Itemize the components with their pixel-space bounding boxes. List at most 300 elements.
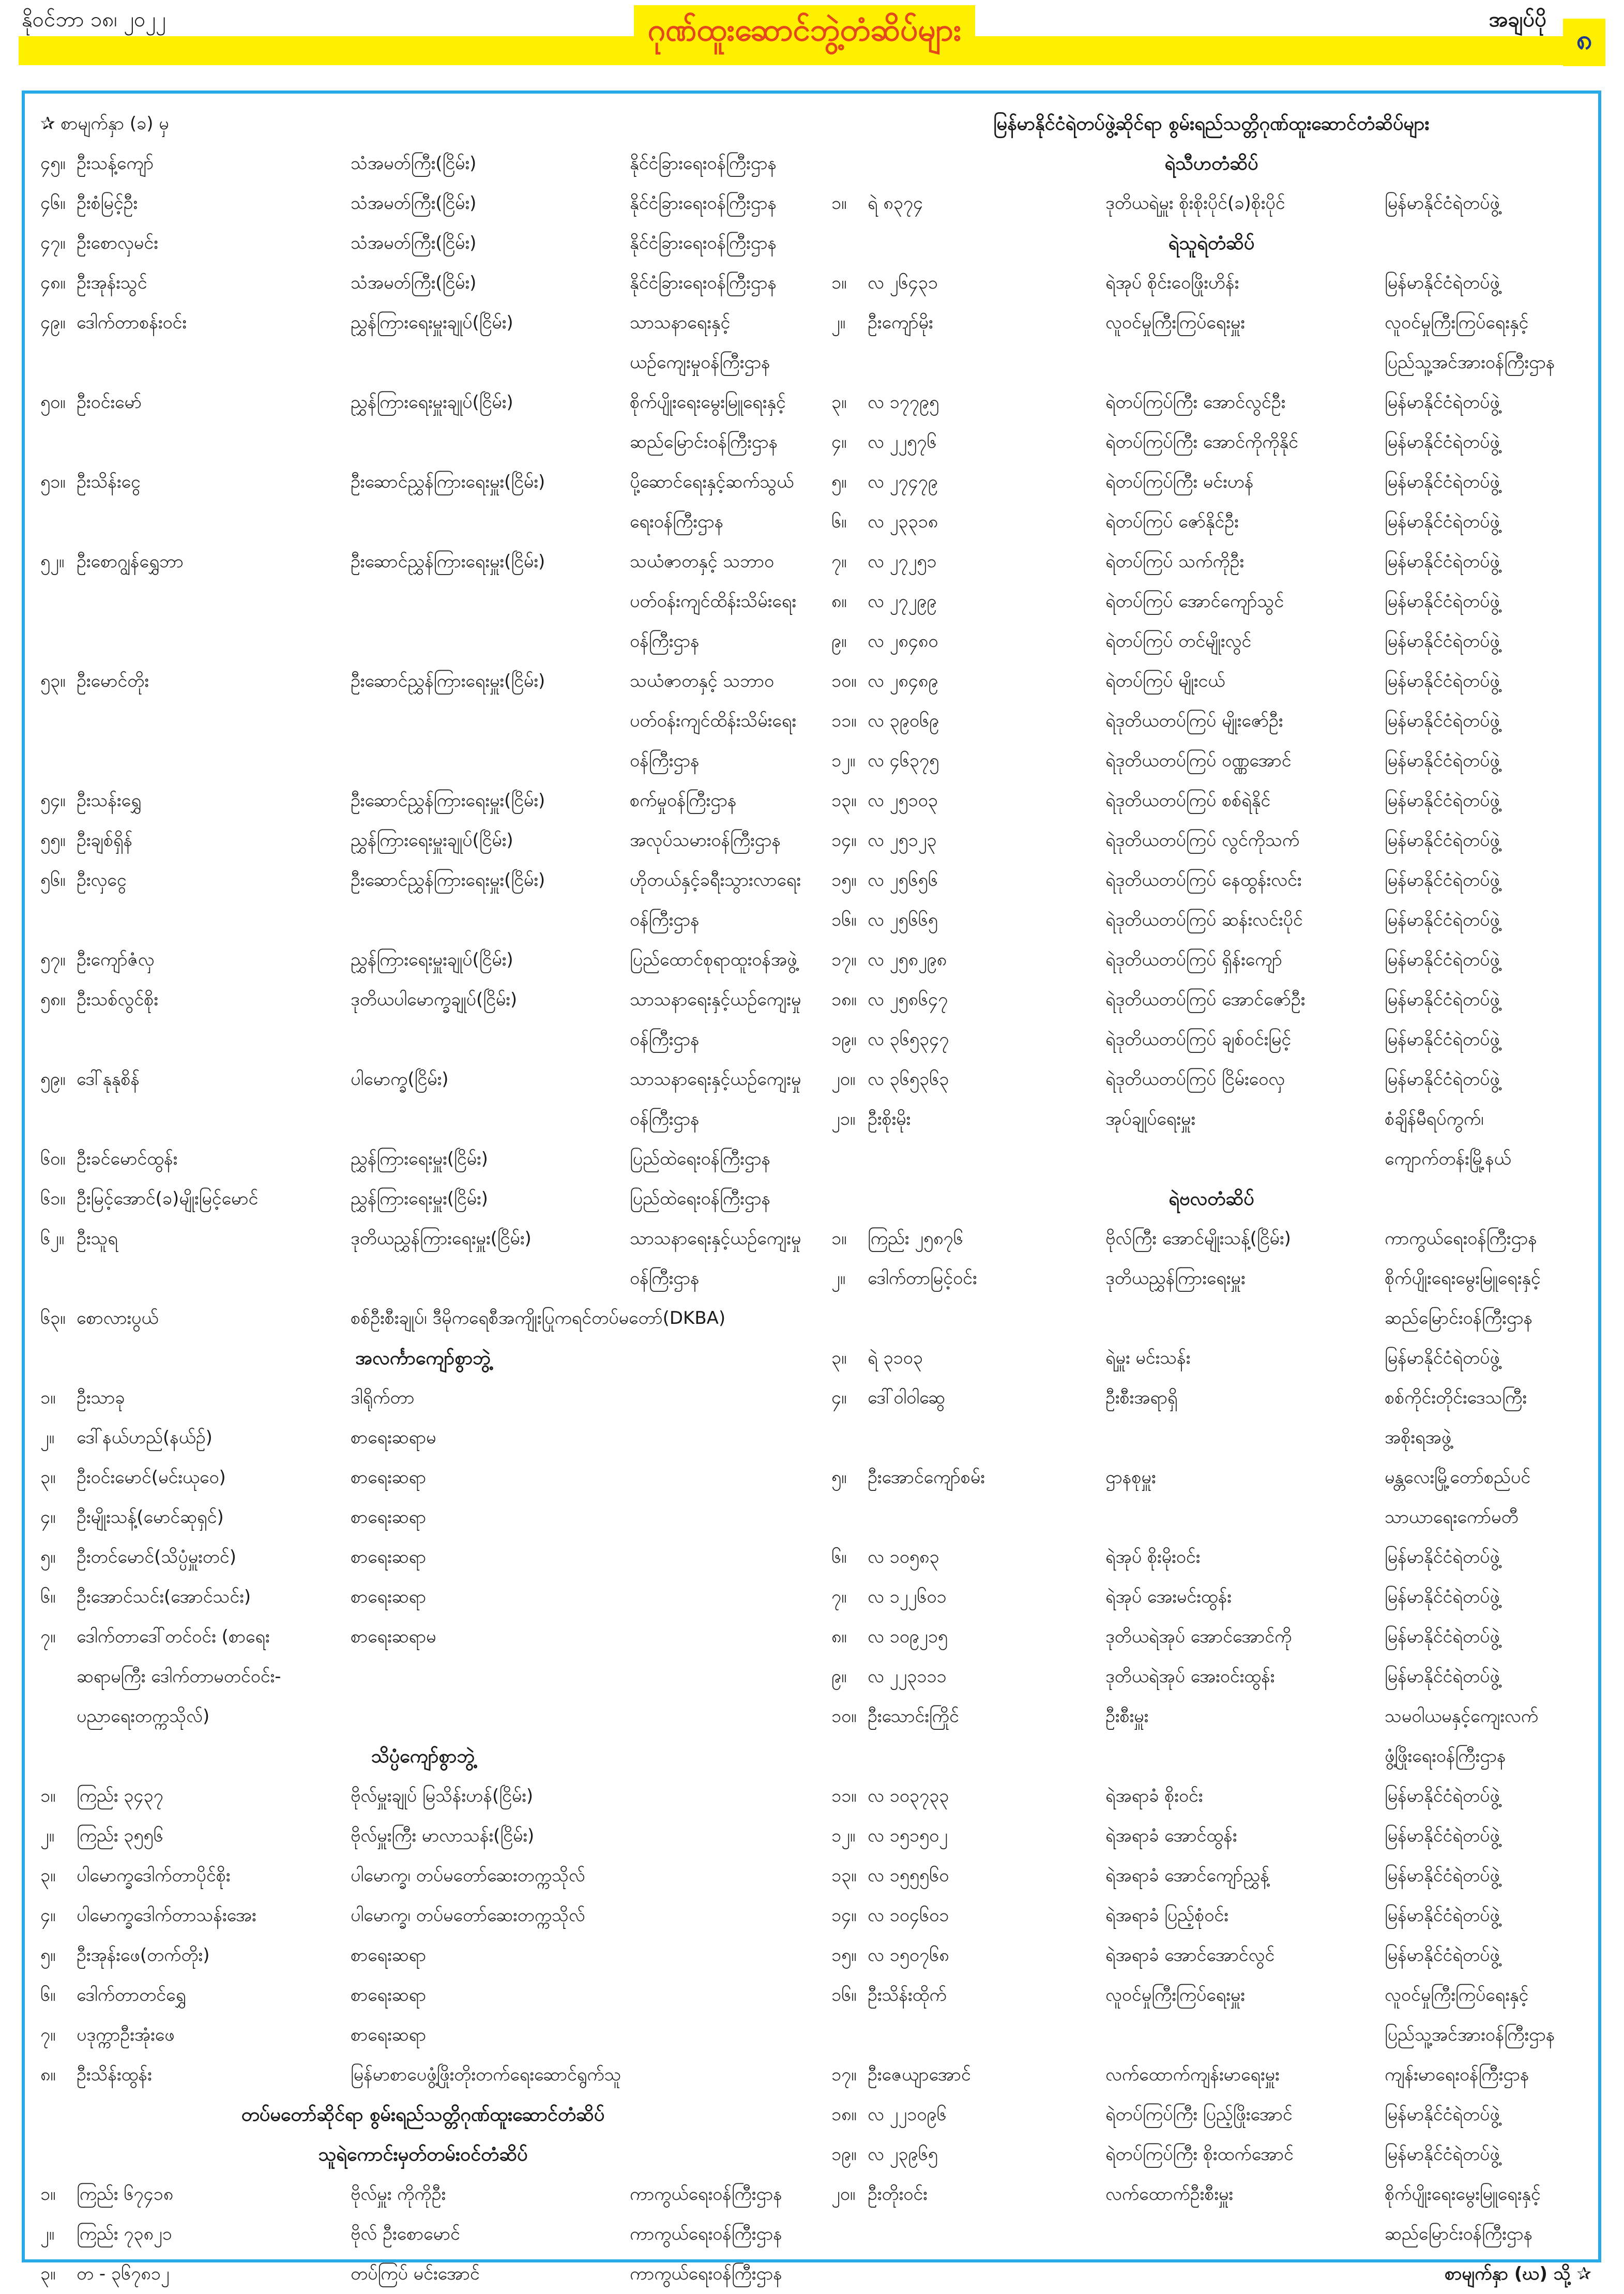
row-number: ၅။ xyxy=(40,1945,56,1966)
row-unit: လူဝင်မှုကြီးကြပ်ရေးနှင့် xyxy=(1385,1985,1529,2005)
row-rank: မြန်မာစာပေဖွံ့ဖြိုးတိုးတက်ရေးဆောင်ရွက်သူ xyxy=(351,2064,621,2085)
list-row xyxy=(40,2254,806,2294)
row-unit: ကျန်းမာရေးဝန်ကြီးဌာန xyxy=(1385,2064,1529,2085)
row-name: ဦးသန့်ကျော် xyxy=(77,153,154,174)
list-row xyxy=(831,1219,1591,1259)
row-name: ဦးစောဂျွန်ရွှေဘာ xyxy=(77,551,184,572)
left-column xyxy=(40,104,806,2294)
list-row xyxy=(831,1697,1591,1737)
row-dept: ဆည်မြောင်းဝန်ကြီးဌာန xyxy=(630,432,778,452)
row-number: ၁၅။ xyxy=(831,1945,857,1966)
row-unit: ပြည်သူ့အင်အားဝန်ကြီးဌာန xyxy=(1385,2025,1555,2045)
row-rank: စာရေးဆရာ xyxy=(351,1547,427,1567)
row-name: ဦးအုန်းသွင် xyxy=(77,273,147,293)
row-number: ၆၀။ xyxy=(40,1149,66,1169)
page-number-badge: ၈ xyxy=(1563,19,1605,66)
right-column xyxy=(831,104,1591,2294)
list-row xyxy=(831,422,1591,462)
row-number: ၁၈။ xyxy=(831,989,857,1010)
row-unit: မြန်မာနိုင်ငံရဲတပ်ဖွဲ့ xyxy=(1385,2144,1500,2165)
row-name: ဒေါက်တာဒေါ်တင်ဝင်း (စာရေး xyxy=(77,1626,270,1647)
row-name: ဒုတိယညွှန်ကြားရေးမှူး xyxy=(1105,1268,1246,1289)
list-row xyxy=(831,1020,1591,1060)
row-unit: မြန်မာနိုင်ငံရဲတပ်ဖွဲ့ xyxy=(1385,1587,1500,1607)
list-row xyxy=(40,2175,806,2214)
row-unit: မြန်မာနိုင်ငံရဲတပ်ဖွဲ့ xyxy=(1385,1547,1500,1567)
row-number: ၂၀။ xyxy=(831,1069,856,1090)
row-unit: မြန်မာနိုင်ငံရဲတပ်ဖွဲ့ xyxy=(1385,631,1500,652)
section-heading: တပ်မတော်ဆိုင်ရာ စွမ်းရည်သတ္တိဂုဏ်ထူးဆောင်တံဆိပ် xyxy=(241,2104,605,2125)
list-row xyxy=(40,781,806,821)
list-row xyxy=(40,741,806,781)
row-dept: ပြည်ထောင်စုရာထူးဝန်အဖွဲ့ xyxy=(630,949,797,970)
row-id: လ ၁၅၀၇၆၈ xyxy=(868,1945,949,1966)
list-row xyxy=(40,502,806,542)
row-dept: ကာကွယ်ရေးဝန်ကြီးဌာန xyxy=(630,2184,782,2205)
row-number: ၁၉။ xyxy=(831,1029,857,1050)
row-rank: ဒါရိုက်တာ xyxy=(351,1387,415,1408)
list-row xyxy=(40,1776,806,1816)
row-number: ၂။ xyxy=(831,1268,845,1289)
row-number: ၅၁။ xyxy=(40,472,66,492)
row-rank: တပ်ကြပ် မင်းအောင် xyxy=(351,2263,480,2284)
row-rank: စာရေးဆရာ xyxy=(351,1945,427,1966)
row-number: ၂။ xyxy=(831,312,845,333)
row-rank: ဦးဆောင်ညွှန်ကြားရေးမှူး(ငြိမ်း) xyxy=(351,472,545,492)
list-row xyxy=(40,622,806,661)
row-name: လူဝင်မှုကြီးကြပ်ရေးမှူး xyxy=(1105,1985,1245,2005)
section-heading: အလင်္ကာကျော်စွာဘွဲ့ xyxy=(355,1348,491,1369)
list-row xyxy=(831,1577,1591,1617)
list-row xyxy=(831,741,1591,781)
list-row xyxy=(40,184,806,223)
row-rank: ဗိုလ်မှူးကြီး မာလာသန်း(ငြိမ်း) xyxy=(351,1825,535,1846)
list-row xyxy=(40,2015,806,2055)
row-id: လ ၂၇၂၅၁ xyxy=(868,551,937,572)
row-number: ၁၆။ xyxy=(831,910,857,930)
row-number: ၁၇။ xyxy=(831,949,857,970)
row-dept: ဝန်ကြီးဌာန xyxy=(630,910,700,930)
row-unit: စိုက်ပျိုးရေးမွေးမြူရေးနှင့် xyxy=(1385,2184,1541,2205)
row-dept: ပတ်ဝန်းကျင်ထိန်းသိမ်းရေး xyxy=(630,711,796,731)
row-name: ရဲဒုတိယတပ်ကြပ် လွင်ကိုသက် xyxy=(1105,830,1300,851)
row-dept: ပြည်ထဲရေးဝန်ကြီးဌာန xyxy=(630,1188,771,1209)
row-name: ပဒုက္ကာဦးအုံးဖေ xyxy=(77,2025,175,2045)
list-row xyxy=(831,502,1591,542)
row-id: လ ၁၀၃၇၃၃ xyxy=(868,1786,949,1806)
row-rank: စစ်ဦးစီးချုပ်၊ ဒီမိုကရေစီအကျိုးပြုကရင်တပ်မတော်(DKBA) xyxy=(351,1308,726,1329)
row-rank: ညွှန်ကြားရေးမှူးချုပ်(ငြိမ်း) xyxy=(351,830,513,851)
row-dept: ကာကွယ်ရေးဝန်ကြီးဌာန xyxy=(630,2263,782,2284)
list-row xyxy=(40,940,806,980)
row-unit: မြန်မာနိုင်ငံရဲတပ်ဖွဲ့ xyxy=(1385,1069,1500,1090)
row-unit: မြန်မာနိုင်ငံရဲတပ်ဖွဲ့ xyxy=(1385,432,1500,452)
section-heading: သိပ္ပံကျော်စွာဘွဲ့ xyxy=(371,1746,475,1767)
row-unit: မြန်မာနိုင်ငံရဲတပ်ဖွဲ့ xyxy=(1385,273,1500,293)
list-row xyxy=(40,383,806,422)
list-row xyxy=(831,2055,1591,2095)
row-dept: အလုပ်သမားဝန်ကြီးဌာန xyxy=(630,830,781,851)
row-rank: ဦးဆောင်ညွှန်ကြားရေးမှူး(ငြိမ်း) xyxy=(351,671,545,691)
row-name: ဦးသူရ xyxy=(77,1228,118,1249)
row-unit: မြန်မာနိုင်ငံရဲတပ်ဖွဲ့ xyxy=(1385,830,1500,851)
row-id: ဒေါ်ဝါဝါဆွေ xyxy=(868,1387,946,1408)
list-row xyxy=(831,1378,1591,1418)
row-unit: ဖွံ့ဖြိုးရေးဝန်ကြီးဌာန xyxy=(1385,1746,1506,1767)
list-row xyxy=(831,1896,1591,1936)
list-row xyxy=(40,1975,806,2015)
row-name: ရဲတပ်ကြပ် ဇော်နိုင်ဦး xyxy=(1105,511,1239,532)
list-row xyxy=(831,701,1591,741)
list-row xyxy=(831,1060,1591,1099)
row-id: လ ၂၆၄၃၁ xyxy=(868,273,938,293)
list-row xyxy=(40,1498,806,1537)
row-unit: ဆည်မြောင်းဝန်ကြီးဌာန xyxy=(1385,2224,1533,2244)
row-number: ၄။ xyxy=(831,1387,847,1408)
list-row xyxy=(40,462,806,502)
list-row xyxy=(831,2095,1591,2135)
row-id: လ ၁၂၂၆၀၁ xyxy=(868,1587,947,1607)
list-row xyxy=(831,1139,1591,1179)
row-number: ၈။ xyxy=(40,2064,56,2085)
row-number: ၆၃။ xyxy=(40,1308,66,1329)
row-unit: စံချိန်မီရပ်ကွက်၊ xyxy=(1385,1109,1484,1129)
row-name: ဦးအောင်သင်း(အောင်သင်း) xyxy=(77,1587,251,1607)
row-dept: သာသနာရေးနှင့်ယဉ်ကျေးမှု xyxy=(630,989,801,1010)
list-row xyxy=(831,303,1591,343)
row-name: ရဲတပ်ကြပ် တင်မျိုးလွင် xyxy=(1105,631,1252,652)
row-name: ရဲတပ်ကြပ်ကြီး ပြည့်ဖြိုးအောင် xyxy=(1105,2104,1293,2125)
row-number: ၇။ xyxy=(831,551,847,572)
row-number: ၁၀။ xyxy=(831,1706,857,1727)
row-unit: မြန်မာနိုင်ငံရဲတပ်ဖွဲ့ xyxy=(1385,1666,1500,1687)
list-row xyxy=(40,1896,806,1936)
list-row xyxy=(831,1498,1591,1537)
row-name: ဦးဝင်းမောင်(မင်းယုဝေ) xyxy=(77,1467,226,1488)
row-unit: ကျောက်တန်းမြို့နယ် xyxy=(1385,1149,1511,1169)
list-row xyxy=(831,1099,1591,1139)
row-number: ၅၀။ xyxy=(40,392,66,413)
header-date: နိုဝင်ဘာ ၁၈၊ ၂၀၂၂ xyxy=(22,8,166,32)
row-id: လ ၁၅၅၅၆၀ xyxy=(868,1865,949,1886)
row-unit: စိုက်ပျိုးရေးမွေးမြူရေးနှင့် xyxy=(1385,1268,1541,1289)
list-row xyxy=(40,980,806,1020)
row-number: ၂။ xyxy=(40,2224,54,2244)
row-rank: ဒုတိယပါမောက္ခချုပ်(ငြိမ်း) xyxy=(351,989,518,1010)
row-dept: သာသနာရေးနှင့်ယဉ်ကျေးမှု xyxy=(630,1228,801,1249)
row-rank: စာရေးဆရာ xyxy=(351,1507,427,1528)
row-number: ၉။ xyxy=(831,631,847,652)
list-row xyxy=(831,1856,1591,1896)
row-name: ဦးခင်မောင်ထွန်း xyxy=(77,1149,178,1169)
continued-from: ✰ စာမျက်နှာ (ခ) မှ xyxy=(40,113,169,134)
row-number: ၈။ xyxy=(831,591,847,612)
row-unit: မြန်မာနိုင်ငံရဲတပ်ဖွဲ့ xyxy=(1385,392,1500,413)
row-name: ရဲဒုတိယတပ်ကြပ် အောင်ဇော်ဦး xyxy=(1105,989,1306,1010)
row-rank: စာရေးဆရာမ xyxy=(351,1427,436,1448)
row-dept: ဝန်ကြီးဌာန xyxy=(630,1029,700,1050)
row-unit: စစ်ကိုင်းတိုင်းဒေသကြီး xyxy=(1385,1387,1527,1408)
row-name: ဌာနစုမှူး xyxy=(1105,1467,1156,1488)
row-number: ၄၉။ xyxy=(40,312,66,333)
list-row xyxy=(40,582,806,622)
row-dept: ကာကွယ်ရေးဝန်ကြီးဌာန xyxy=(630,2224,782,2244)
row-id: လ ၂၅၁၀၃ xyxy=(868,790,938,811)
row-name: ရဲအရာခံ အောင်အောင်လွင် xyxy=(1105,1945,1275,1966)
row-name: ဗိုလ်ကြီး အောင်မျိုးသန့်(ငြိမ်း) xyxy=(1105,1228,1291,1249)
row-number: ၅၄။ xyxy=(40,790,66,811)
row-name: ရဲအုပ် အေးမင်းထွန်း xyxy=(1105,1587,1232,1607)
continued-to: စာမျက်နှာ (ဃ) သို့ ✰ xyxy=(1445,2263,1591,2284)
row-name: ကြည်း ၃၅၅၆ xyxy=(77,1825,163,1846)
row-name: ဦးတင်မောင်(သိပ္ပံမှူးတင်) xyxy=(77,1547,236,1567)
row-number: ၆၁။ xyxy=(40,1188,66,1209)
row-id: လ ၂၈၄၈၉ xyxy=(868,671,938,691)
row-number: ၆၂။ xyxy=(40,1228,65,1249)
list-row xyxy=(831,861,1591,900)
row-id: လ ၂၇၂၉၉ xyxy=(868,591,937,612)
row-number: ၃။ xyxy=(831,1348,847,1368)
row-rank: စာရေးဆရာ xyxy=(351,2025,427,2045)
row-name: ဒေါ်နုနုစိန် xyxy=(77,1069,140,1090)
row-number: ၆။ xyxy=(831,511,847,532)
list-row xyxy=(831,1975,1591,2015)
row-unit: မြန်မာနိုင်ငံရဲတပ်ဖွဲ့ xyxy=(1385,1945,1500,1966)
list-row xyxy=(40,1856,806,1896)
row-dept: ပတ်ဝန်းကျင်ထိန်းသိမ်းရေး xyxy=(630,591,796,612)
row-name: ဦးဝင်းမော် xyxy=(77,392,142,413)
row-name: ပါမောက္ခဒေါက်တာပိုင်စိုး xyxy=(77,1865,231,1886)
row-number: ၁။ xyxy=(831,1228,847,1249)
list-row xyxy=(40,900,806,940)
row-name: ဦးသာခု xyxy=(77,1387,125,1408)
row-unit: ပြည်သူ့အင်အားဝန်ကြီးဌာန xyxy=(1385,352,1555,373)
row-rank: ညွှန်ကြားရေးမှူးချုပ်(ငြိမ်း) xyxy=(351,312,513,333)
row-unit: မြန်မာနိုင်ငံရဲတပ်ဖွဲ့ xyxy=(1385,591,1500,612)
row-unit: မြန်မာနိုင်ငံရဲတပ်ဖွဲ့ xyxy=(1385,910,1500,930)
row-id: ရဲ ၃၁၀၃ xyxy=(868,1348,923,1368)
row-name: ရဲတပ်ကြပ် မျိုးငယ် xyxy=(1105,671,1225,691)
list-row xyxy=(831,542,1591,582)
left-rows xyxy=(40,144,806,2294)
row-rank: သံအမတ်ကြီး(ငြိမ်း) xyxy=(351,193,477,214)
page-title: ဂုဏ်ထူးဆောင်ဘွဲ့တံဆိပ်များ xyxy=(647,12,962,48)
row-unit: မြန်မာနိုင်ငံရဲတပ်ဖွဲ့ xyxy=(1385,870,1500,891)
row-dept: ဝန်ကြီးဌာန xyxy=(630,750,700,771)
row-id: လ ၁၅၁၅၀၂ xyxy=(868,1825,948,1846)
row-number: ၁၄။ xyxy=(831,830,857,851)
row-unit: သမဝါယမနှင့်ကျေးလက် xyxy=(1385,1706,1539,1727)
list-row xyxy=(831,1259,1591,1299)
row-unit: မြန်မာနိုင်ငံရဲတပ်ဖွဲ့ xyxy=(1385,750,1500,771)
row-name: ဦးလှငွေ xyxy=(77,870,127,891)
row-id: ဦးကျော်မိုး xyxy=(868,312,933,333)
row-name: ရဲတပ်ကြပ် သက်ကိုဦး xyxy=(1105,551,1244,572)
row-id: လ ၁၀၅၈၃ xyxy=(868,1547,939,1567)
list-row xyxy=(40,1139,806,1179)
row-name: ရဲတပ်ကြပ်ကြီး စိုးထက်အောင် xyxy=(1105,2144,1294,2165)
row-id: လ ၂၅၈၂၉၈ xyxy=(868,949,947,970)
row-dept: ဝန်ကြီးဌာန xyxy=(630,1109,700,1129)
list-row xyxy=(831,2214,1591,2254)
row-rank: သံအမတ်ကြီး(ငြိမ်း) xyxy=(351,153,477,174)
row-number: ၁၂။ xyxy=(831,1825,856,1846)
list-row xyxy=(831,263,1591,303)
section-heading: သူရဲကောင်းမှတ်တမ်းဝင်တံဆိပ် xyxy=(318,2144,528,2165)
list-row xyxy=(831,1816,1591,1856)
row-name: ရဲဒုတိယတပ်ကြပ် မျိုးဇော်ဦး xyxy=(1105,711,1283,731)
list-row xyxy=(831,781,1591,821)
list-row xyxy=(831,1737,1591,1776)
list-row xyxy=(831,1776,1591,1816)
row-number: ၁၃။ xyxy=(831,790,857,811)
row-dept: ဝန်ကြီးဌာန xyxy=(630,1268,700,1289)
list-row xyxy=(40,1657,806,1697)
row-id: ရဲ ၈၃၇၄ xyxy=(868,193,923,214)
list-row xyxy=(40,861,806,900)
list-row xyxy=(831,343,1591,383)
row-number: ၇။ xyxy=(831,1587,847,1607)
list-row xyxy=(40,1418,806,1458)
row-unit: ဆည်မြောင်းဝန်ကြီးဌာန xyxy=(1385,1308,1533,1329)
row-name: တ - ၃၆၇၈၁၂ xyxy=(77,2263,170,2284)
list-row xyxy=(40,1617,806,1657)
row-name: ရဲအရာခံ စိုးဝင်း xyxy=(1105,1786,1203,1806)
row-rank: ဗိုလ် ဦးစောမောင် xyxy=(351,2224,460,2244)
list-row xyxy=(40,343,806,383)
row-number: ၆။ xyxy=(40,1587,56,1607)
list-row xyxy=(40,2055,806,2095)
row-number: ၅၈။ xyxy=(40,989,66,1010)
row-dept: စက်မှုဝန်ကြီးဌာန xyxy=(630,790,737,811)
row-dept: ပို့ဆောင်ရေးနှင့်ဆက်သွယ် xyxy=(630,472,794,492)
list-row xyxy=(831,1537,1591,1577)
row-name: အုပ်ချုပ်ရေးမှူး xyxy=(1105,1109,1196,1129)
row-number: ၄၆။ xyxy=(40,193,66,214)
row-unit: သာယာရေးကော်မတီ xyxy=(1385,1507,1519,1528)
row-name: ရဲအရာခံ ပြည့်စုံဝင်း xyxy=(1105,1905,1228,1926)
row-dept: သယံဇာတနှင့် သဘာဝ xyxy=(630,551,775,572)
row-rank: ဦးဆောင်ညွှန်ကြားရေးမှူး(ငြိမ်း) xyxy=(351,551,545,572)
list-row xyxy=(831,1936,1591,1975)
list-row xyxy=(40,1020,806,1060)
list-row xyxy=(40,1219,806,1259)
row-name: ရဲအုပ် စိုင်းဝေဖြိုးဟိန်း xyxy=(1105,273,1239,293)
row-unit: မြန်မာနိုင်ငံရဲတပ်ဖွဲ့ xyxy=(1385,1905,1500,1926)
row-number: ၅၅။ xyxy=(40,830,66,851)
list-row xyxy=(831,980,1591,1020)
title-tab xyxy=(634,5,975,61)
row-name: ဒေါ်နယ်ဟည်(နယ်ဥ်) xyxy=(77,1427,213,1448)
row-id: လ ၂၂၃၁၁၁ xyxy=(868,1666,947,1687)
row-number: ၁၅။ xyxy=(831,870,857,891)
list-row xyxy=(40,1458,806,1498)
content-frame xyxy=(22,90,1601,2284)
row-rank: စာရေးဆရာမ xyxy=(351,1626,436,1647)
row-id: လ ၄၆၃၇၅ xyxy=(868,750,939,771)
row-unit: မြန်မာနိုင်ငံရဲတပ်ဖွဲ့ xyxy=(1385,2104,1500,2125)
list-row xyxy=(40,701,806,741)
row-id: လ ၂၅၆၆၅ xyxy=(868,910,938,930)
row-number: ၅။ xyxy=(40,1547,56,1567)
row-name: ကြည်း ၆၇၄၁၈ xyxy=(77,2184,174,2205)
row-id: လ ၃၆၅၃၄၇ xyxy=(868,1029,949,1050)
row-id: ဦးစိုးမိုး xyxy=(868,1109,911,1129)
row-name: ဦးသန်းရွှေ xyxy=(77,790,142,811)
row-number: ၂၁။ xyxy=(831,1109,856,1129)
list-row xyxy=(40,1299,806,1338)
row-dept: ရေးဝန်ကြီးဌာန xyxy=(630,511,724,532)
row-name: ဒုတိယရဲအုပ် အေးဝင်းထွန်း xyxy=(1105,1666,1275,1687)
list-row xyxy=(831,184,1591,223)
list-row xyxy=(831,661,1591,701)
row-number: ၁။ xyxy=(831,193,847,214)
row-unit: မြန်မာနိုင်ငံရဲတပ်ဖွဲ့ xyxy=(1385,193,1500,214)
list-row xyxy=(40,263,806,303)
row-id: ဦးဇေယျာအောင် xyxy=(868,2064,971,2085)
row-number: ၅၇။ xyxy=(40,949,66,970)
row-name: ကြည်း ၃၄၃၇ xyxy=(77,1786,163,1806)
row-dept: သယံဇာတနှင့် သဘာဝ xyxy=(630,671,775,691)
section-heading: ရဲသူရဲတံဆိပ် xyxy=(1168,233,1255,254)
list-row xyxy=(831,383,1591,422)
list-row xyxy=(40,1099,806,1139)
list-row xyxy=(40,1060,806,1099)
list-row xyxy=(40,223,806,263)
list-row xyxy=(40,1697,806,1737)
row-number: ၅။ xyxy=(831,472,847,492)
row-id: လ ၂၈၄၈၀ xyxy=(868,631,938,652)
row-number: ၂၀။ xyxy=(831,2184,856,2205)
row-unit: လူဝင်မှုကြီးကြပ်ရေးနှင့် xyxy=(1385,312,1529,333)
row-name: ရဲဒုတိယတပ်ကြပ် ရှိန်းကျော် xyxy=(1105,949,1282,970)
row-name: ဦးစီးမှူး xyxy=(1105,1706,1149,1727)
list-row xyxy=(40,1179,806,1219)
row-id: ဦးအောင်ကျော်စမ်း xyxy=(868,1467,985,1488)
row-dept: ဝန်ကြီးဌာန xyxy=(630,631,700,652)
row-id: လ ၂၇၄၇၉ xyxy=(868,472,938,492)
row-rank: စာရေးဆရာ xyxy=(351,1467,427,1488)
row-unit: မန္တလေးမြို့တော်စည်ပင် xyxy=(1385,1467,1531,1488)
row-name: ရဲအရာခံ အောင်ကျော်ညွှန့် xyxy=(1105,1865,1269,1886)
row-id: လ ၂၂၅၇၆ xyxy=(868,432,937,452)
row-number: ၁၄။ xyxy=(831,1905,857,1926)
row-unit: မြန်မာနိုင်ငံရဲတပ်ဖွဲ့ xyxy=(1385,551,1500,572)
row-unit: မြန်မာနိုင်ငံရဲတပ်ဖွဲ့ xyxy=(1385,671,1500,691)
row-number: ၄။ xyxy=(40,1905,56,1926)
row-id: လ ၁၀၉၂၁၅ xyxy=(868,1626,948,1647)
list-row xyxy=(40,1816,806,1856)
row-id: လ ၃၆၅၃၆၃ xyxy=(868,1069,949,1090)
row-name: ဒုတိယရဲအုပ် အောင်အောင်ကို xyxy=(1105,1626,1292,1647)
row-rank: စာရေးဆရာ xyxy=(351,1587,427,1607)
list-row xyxy=(40,144,806,184)
row-rank: ဒုတိယညွှန်ကြားရေးမှူး(ငြိမ်း) xyxy=(351,1228,532,1249)
row-dept: ပြည်ထဲရေးဝန်ကြီးဌာန xyxy=(630,1149,771,1169)
row-name: ရဲဒုတိယတပ်ကြပ် ဝဏ္ဏအောင် xyxy=(1105,750,1292,771)
row-rank: ညွှန်ကြားရေးမှူးချုပ်(ငြိမ်း) xyxy=(351,949,513,970)
row-number: ၅၂။ xyxy=(40,551,65,572)
row-name: ဦးကျော်ဇံလှ xyxy=(77,949,155,970)
row-rank: ဗိုလ်မှူး ကိုကိုဦး xyxy=(351,2184,446,2205)
row-dept: နိုင်ငံခြားရေးဝန်ကြီးဌာန xyxy=(630,153,777,174)
row-dept: နိုင်ငံခြားရေးဝန်ကြီးဌာန xyxy=(630,273,777,293)
row-id: လ ၂၅၁၂၃ xyxy=(868,830,937,851)
row-name: ဦးစီးအရာရှိ xyxy=(1105,1387,1178,1408)
row-number: ၁၀။ xyxy=(831,671,857,691)
row-dept: နိုင်ငံခြားရေးဝန်ကြီးဌာန xyxy=(630,193,777,214)
row-unit: မြန်မာနိုင်ငံရဲတပ်ဖွဲ့ xyxy=(1385,511,1500,532)
